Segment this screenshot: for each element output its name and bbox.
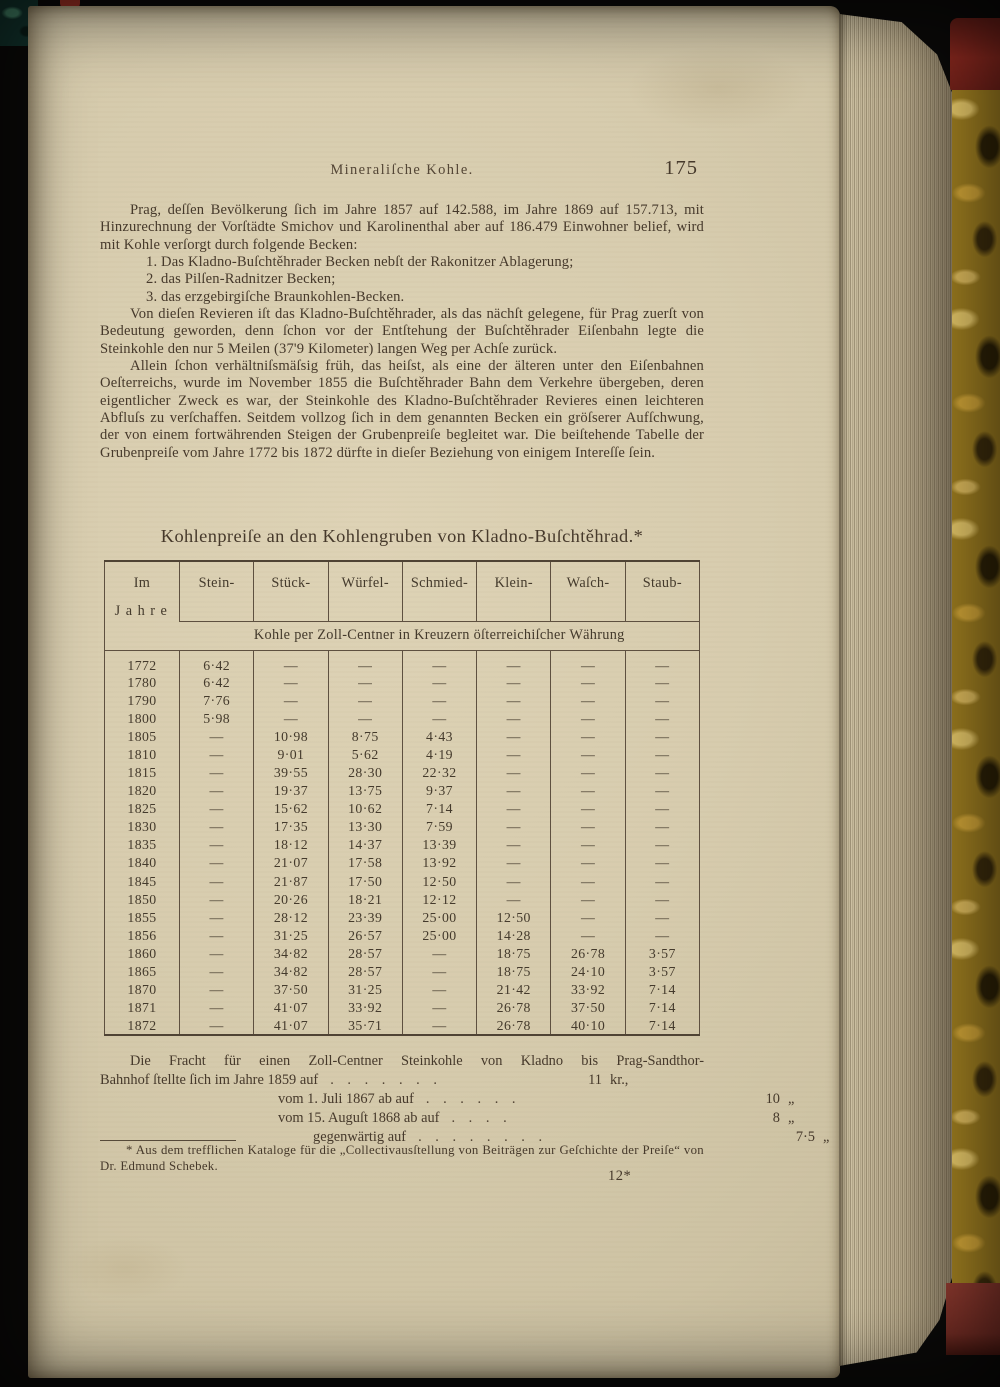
- price-cell: —: [180, 1017, 254, 1035]
- year-cell: 1860: [127, 945, 157, 961]
- price-cell: 40·10: [551, 1017, 625, 1035]
- dot-leader: . . . . . .: [425, 1091, 521, 1107]
- year-cell: 1840: [127, 855, 157, 871]
- price-cell: 7·14: [625, 1017, 699, 1035]
- price-cell: —: [551, 927, 625, 945]
- price-cell: —: [625, 800, 699, 818]
- year-cell: 1871: [127, 1000, 157, 1016]
- price-cell: 34·82: [254, 963, 328, 981]
- price-cell: —: [477, 873, 551, 891]
- price-cell: —: [477, 836, 551, 854]
- price-cell: —: [180, 981, 254, 999]
- freight-row: [100, 1071, 704, 1090]
- year-cell: 1850: [127, 891, 157, 907]
- year-cell: 1815: [127, 765, 157, 781]
- price-cell: 33·92: [328, 999, 402, 1017]
- price-cell: 41·07: [254, 999, 328, 1017]
- price-cell: 15·62: [254, 800, 328, 818]
- price-cell: 26·57: [328, 927, 402, 945]
- unit-header: Kohle per Zoll-Centner in Kreuzern öſterreichiſcher Währung: [180, 621, 700, 650]
- price-cell: 26·78: [477, 999, 551, 1017]
- signature-mark: 12*: [608, 1168, 632, 1184]
- price-cell: —: [551, 836, 625, 854]
- price-cell: 22·32: [402, 764, 476, 782]
- dot-leader: . . . . . . .: [330, 1072, 442, 1088]
- year-cell: 1865: [127, 964, 157, 980]
- running-header-line: [100, 157, 704, 188]
- freight-intro: Die Fracht für einen Zoll-Centner Steinkohle von Kladno bis Prag-Sandthor-: [130, 1053, 704, 1069]
- price-cell: —: [328, 692, 402, 710]
- paragraph: Von dieſen Revieren iſt das Kladno-Buſchtěhrader, als das nächſt gelegene, für Prag zuerſt von Bedeutung geworden, denn ſchon vor der Entſtehung der Buſchtěhrader Eiſenbahn legte die Steinkohle den nur 5 Meilen (37'9 Kilometer) langen Weg per Achſe zurück.: [100, 306, 704, 357]
- unit-header-row: [105, 621, 700, 650]
- price-cell: 17·50: [328, 873, 402, 891]
- paragraph: Allein ſchon verhältniſsmäſsig früh, das heiſst, als eine der älteren unter den Eiſenbahnen Oeſterreichs, wurde im November 1855 die Buſchtěhrader Bahn dem Verkehre übergeben, deren eigentlicher Zweck es war, der Steinkohle des Kladno-Buſchtěhrader Revieres einen leichteren Abfluſs zu verſchaffen. Seitdem vollzog ſich in dem genannten Becken ein gröſserer Aufſchwung, der von einem fortwährenden Steigen der Grubenpreiſe begleitet war. Die beiſtehende Tabelle der Grubenpreiſe vom Jahre 1772 bis 1872 dürfte in dieſer Beziehung von einigem Intereſſe ſein.: [100, 358, 704, 461]
- price-cell: —: [551, 692, 625, 710]
- price-cell: 9·01: [254, 746, 328, 764]
- table-row: [105, 746, 700, 764]
- price-cell: —: [625, 692, 699, 710]
- table-row: [105, 945, 700, 963]
- price-cell: —: [625, 782, 699, 800]
- price-cell: —: [551, 764, 625, 782]
- year-header-line1: Im: [133, 575, 151, 591]
- price-cell: 28·12: [254, 909, 328, 927]
- column-header-wasch: Waſch-: [551, 561, 625, 621]
- price-cell: —: [402, 945, 476, 963]
- price-cell: 10·62: [328, 800, 402, 818]
- year-cell: 1810: [127, 746, 157, 762]
- price-cell: —: [328, 650, 402, 674]
- marbled-endpaper: [952, 88, 1000, 1284]
- freight-unit: „: [788, 1110, 795, 1126]
- table-row: [105, 909, 700, 927]
- freight-value: 11: [588, 1072, 602, 1088]
- price-cell: —: [180, 764, 254, 782]
- freight-unit: „: [823, 1129, 830, 1145]
- freight-unit: „: [788, 1091, 795, 1107]
- price-cell: 13·92: [402, 854, 476, 872]
- price-cell: —: [402, 650, 476, 674]
- year-cell: 1845: [127, 873, 157, 889]
- column-header-stueck: Stück-: [254, 561, 328, 621]
- price-cell: —: [477, 782, 551, 800]
- price-cell: —: [625, 674, 699, 692]
- list-item: 1. Das Kladno-Buſchtěhrader Becken nebſt der Rakonitzer Ablagerung;: [146, 254, 574, 271]
- price-cell: 39·55: [254, 764, 328, 782]
- price-cell: —: [477, 650, 551, 674]
- year-cell: 1800: [127, 710, 157, 726]
- price-cell: —: [402, 710, 476, 728]
- year-cell: 1872: [127, 1017, 157, 1033]
- price-cell: 28·57: [328, 963, 402, 981]
- price-cell: 21·42: [477, 981, 551, 999]
- price-cell: —: [180, 945, 254, 963]
- year-cell: 1825: [127, 801, 157, 817]
- price-cell: 7·76: [180, 692, 254, 710]
- body-text: [100, 202, 704, 462]
- becken-list: [146, 254, 704, 306]
- price-cell: —: [551, 854, 625, 872]
- paragraph: Prag, deſſen Bevölkerung ſich im Jahre 1857 auf 142.588, im Jahre 1869 auf 157.713, mit Hinzurechnung der Vorſtädte Smichov und Karolinenthal aber auf 186.479 Einwohner belief, wird mit Kohle verſorgt durch folgende Becken:: [100, 202, 704, 253]
- price-cell: —: [477, 800, 551, 818]
- price-cell: 6·42: [180, 674, 254, 692]
- price-cell: 18·75: [477, 963, 551, 981]
- price-cell: —: [551, 782, 625, 800]
- price-cell: 9·37: [402, 782, 476, 800]
- price-cell: 14·37: [328, 836, 402, 854]
- table-row: [105, 854, 700, 872]
- price-cell: —: [625, 873, 699, 891]
- year-cell: 1855: [127, 909, 157, 925]
- price-cell: —: [625, 891, 699, 909]
- price-cell: 34·82: [254, 945, 328, 963]
- price-cell: —: [180, 818, 254, 836]
- book-page: [28, 6, 840, 1378]
- table-row: [105, 927, 700, 945]
- dot-leader: . . . .: [451, 1110, 512, 1126]
- column-header-wuerfel: Würfel-: [328, 561, 402, 621]
- year-cell: 1790: [127, 692, 157, 708]
- price-cell: —: [551, 909, 625, 927]
- coal-price-table: [104, 560, 700, 1036]
- table-row: [105, 692, 700, 710]
- price-cell: 3·57: [625, 963, 699, 981]
- price-cell: —: [551, 873, 625, 891]
- price-cell: 12·50: [477, 909, 551, 927]
- price-cell: 18·21: [328, 891, 402, 909]
- price-table-body: [105, 650, 700, 1035]
- price-cell: 26·78: [477, 1017, 551, 1035]
- price-cell: 25·00: [402, 927, 476, 945]
- price-cell: —: [254, 692, 328, 710]
- price-cell: 21·07: [254, 854, 328, 872]
- price-cell: 35·71: [328, 1017, 402, 1035]
- price-cell: —: [625, 710, 699, 728]
- price-cell: —: [180, 782, 254, 800]
- price-cell: —: [180, 873, 254, 891]
- price-cell: 28·57: [328, 945, 402, 963]
- page-stack-fore-edge: [839, 14, 953, 1366]
- price-cell: —: [402, 1017, 476, 1035]
- price-cell: —: [625, 818, 699, 836]
- price-cell: —: [254, 650, 328, 674]
- year-cell: 1830: [127, 819, 157, 835]
- year-cell: 1805: [127, 728, 157, 744]
- price-cell: 3·57: [625, 945, 699, 963]
- freight-rows: [100, 1071, 830, 1147]
- price-cell: 31·25: [328, 981, 402, 999]
- price-cell: 26·78: [551, 945, 625, 963]
- freight-label: gegenwärtig auf: [313, 1129, 407, 1145]
- year-cell: 1780: [127, 674, 157, 690]
- price-cell: 5·62: [328, 746, 402, 764]
- price-cell: 7·14: [402, 800, 476, 818]
- price-cell: —: [551, 818, 625, 836]
- freight-label: vom 1. Juli 1867 ab auf: [278, 1091, 414, 1107]
- price-cell: 7·14: [625, 981, 699, 999]
- table-row: [105, 710, 700, 728]
- price-cell: 5·98: [180, 710, 254, 728]
- price-cell: —: [402, 674, 476, 692]
- cover-edge-top: [950, 18, 1000, 90]
- price-cell: —: [625, 836, 699, 854]
- table-row: [105, 728, 700, 746]
- freight-row: [278, 1109, 795, 1128]
- price-cell: —: [180, 927, 254, 945]
- price-cell: —: [551, 800, 625, 818]
- year-header-line2: Jahre: [114, 603, 173, 619]
- price-cell: —: [625, 909, 699, 927]
- price-cell: —: [402, 981, 476, 999]
- year-cell: 1835: [127, 837, 157, 853]
- table-row: [105, 873, 700, 891]
- year-cell: 1856: [127, 927, 157, 943]
- price-cell: —: [477, 818, 551, 836]
- price-cell: 41·07: [254, 1017, 328, 1035]
- price-cell: —: [625, 728, 699, 746]
- price-cell: 20·26: [254, 891, 328, 909]
- freight-label: Bahnhof ſtellte ſich im Jahre 1859 auf: [100, 1072, 319, 1088]
- price-cell: —: [180, 999, 254, 1017]
- price-cell: 17·35: [254, 818, 328, 836]
- column-header-stein: Stein-: [180, 561, 254, 621]
- price-cell: 13·39: [402, 836, 476, 854]
- dot-leader: . . . . . . . .: [418, 1129, 548, 1145]
- table-row: [105, 800, 700, 818]
- price-cell: 8·75: [328, 728, 402, 746]
- column-header-staub: Staub-: [625, 561, 699, 621]
- price-cell: —: [477, 710, 551, 728]
- price-cell: 4·19: [402, 746, 476, 764]
- price-cell: —: [551, 710, 625, 728]
- freight-value: 8: [772, 1110, 780, 1126]
- price-cell: 23·39: [328, 909, 402, 927]
- price-cell: —: [551, 674, 625, 692]
- price-cell: —: [328, 710, 402, 728]
- price-cell: 18·12: [254, 836, 328, 854]
- price-cell: —: [625, 764, 699, 782]
- price-cell: 6·42: [180, 650, 254, 674]
- price-cell: —: [180, 728, 254, 746]
- table-row: [105, 674, 700, 692]
- price-cell: —: [402, 963, 476, 981]
- price-cell: —: [477, 764, 551, 782]
- price-cell: —: [477, 746, 551, 764]
- price-cell: —: [477, 891, 551, 909]
- list-item: 3. das erzgebirgiſche Braunkohlen-Becken.: [146, 288, 405, 305]
- price-cell: —: [328, 674, 402, 692]
- price-cell: 33·92: [551, 981, 625, 999]
- price-cell: —: [402, 692, 476, 710]
- price-cell: 24·10: [551, 963, 625, 981]
- price-cell: —: [180, 854, 254, 872]
- table-row: [105, 818, 700, 836]
- price-cell: 12·12: [402, 891, 476, 909]
- footnote: * Aus dem trefflichen Kataloge für die „Collectivausſtellung von Beiträgen zur Geſchichte der Preiſe“ von Dr. Edmund Schebek.: [100, 1143, 704, 1173]
- price-cell: 31·25: [254, 927, 328, 945]
- freight-note: [100, 1052, 830, 1147]
- price-cell: 4·43: [402, 728, 476, 746]
- table-row: [105, 891, 700, 909]
- price-cell: 7·14: [625, 999, 699, 1017]
- price-cell: 28·30: [328, 764, 402, 782]
- price-cell: 19·37: [254, 782, 328, 800]
- price-cell: —: [180, 746, 254, 764]
- price-cell: —: [625, 650, 699, 674]
- table-row: [105, 764, 700, 782]
- price-cell: 17·58: [328, 854, 402, 872]
- price-cell: 21·87: [254, 873, 328, 891]
- page-number: 175: [664, 157, 698, 179]
- freight-row: [278, 1090, 795, 1109]
- column-header-row: [105, 561, 700, 621]
- price-cell: —: [477, 728, 551, 746]
- table-row: [105, 999, 700, 1017]
- price-cell: 12·50: [402, 873, 476, 891]
- price-cell: 14·28: [477, 927, 551, 945]
- price-cell: —: [254, 710, 328, 728]
- price-cell: —: [551, 891, 625, 909]
- price-cell: —: [254, 674, 328, 692]
- year-column-header: [105, 561, 180, 650]
- price-cell: —: [625, 746, 699, 764]
- table-row: [105, 981, 700, 999]
- running-header: Mineraliſche Kohle.: [330, 162, 474, 178]
- price-cell: —: [551, 728, 625, 746]
- column-header-klein: Klein-: [477, 561, 551, 621]
- price-cell: —: [551, 746, 625, 764]
- freight-unit: kr.,: [610, 1072, 629, 1088]
- table-title: Kohlenpreiſe an den Kohlengruben von Kladno-Buſchtěhrad.*: [160, 526, 644, 546]
- table-row: [105, 782, 700, 800]
- year-cell: 1820: [127, 783, 157, 799]
- price-cell: —: [180, 836, 254, 854]
- price-cell: —: [551, 650, 625, 674]
- price-cell: 37·50: [551, 999, 625, 1017]
- price-cell: —: [180, 963, 254, 981]
- price-cell: —: [477, 692, 551, 710]
- year-cell: 1870: [127, 982, 157, 998]
- table-row: [105, 1017, 700, 1035]
- price-cell: 37·50: [254, 981, 328, 999]
- freight-value: 7·5: [795, 1129, 815, 1145]
- price-cell: 25·00: [402, 909, 476, 927]
- price-cell: —: [477, 674, 551, 692]
- price-cell: 10·98: [254, 728, 328, 746]
- table-row: [105, 963, 700, 981]
- price-cell: 13·30: [328, 818, 402, 836]
- column-header-schmied: Schmied-: [402, 561, 476, 621]
- price-cell: —: [180, 800, 254, 818]
- price-cell: —: [402, 999, 476, 1017]
- price-cell: —: [625, 927, 699, 945]
- price-cell: 18·75: [477, 945, 551, 963]
- list-item: 2. das Pilſen-Radnitzer Becken;: [146, 271, 336, 288]
- price-cell: —: [180, 891, 254, 909]
- freight-label: vom 15. Auguſt 1868 ab auf: [278, 1110, 440, 1126]
- table-row: [105, 836, 700, 854]
- cover-edge-bottom: [946, 1283, 1000, 1355]
- price-cell: —: [625, 854, 699, 872]
- price-cell: 7·59: [402, 818, 476, 836]
- price-cell: —: [180, 909, 254, 927]
- table-row: [105, 650, 700, 674]
- year-cell: 1772: [127, 657, 157, 673]
- freight-value: 10: [765, 1091, 780, 1107]
- price-cell: 13·75: [328, 782, 402, 800]
- price-cell: —: [477, 854, 551, 872]
- footnote-rule: [100, 1140, 236, 1141]
